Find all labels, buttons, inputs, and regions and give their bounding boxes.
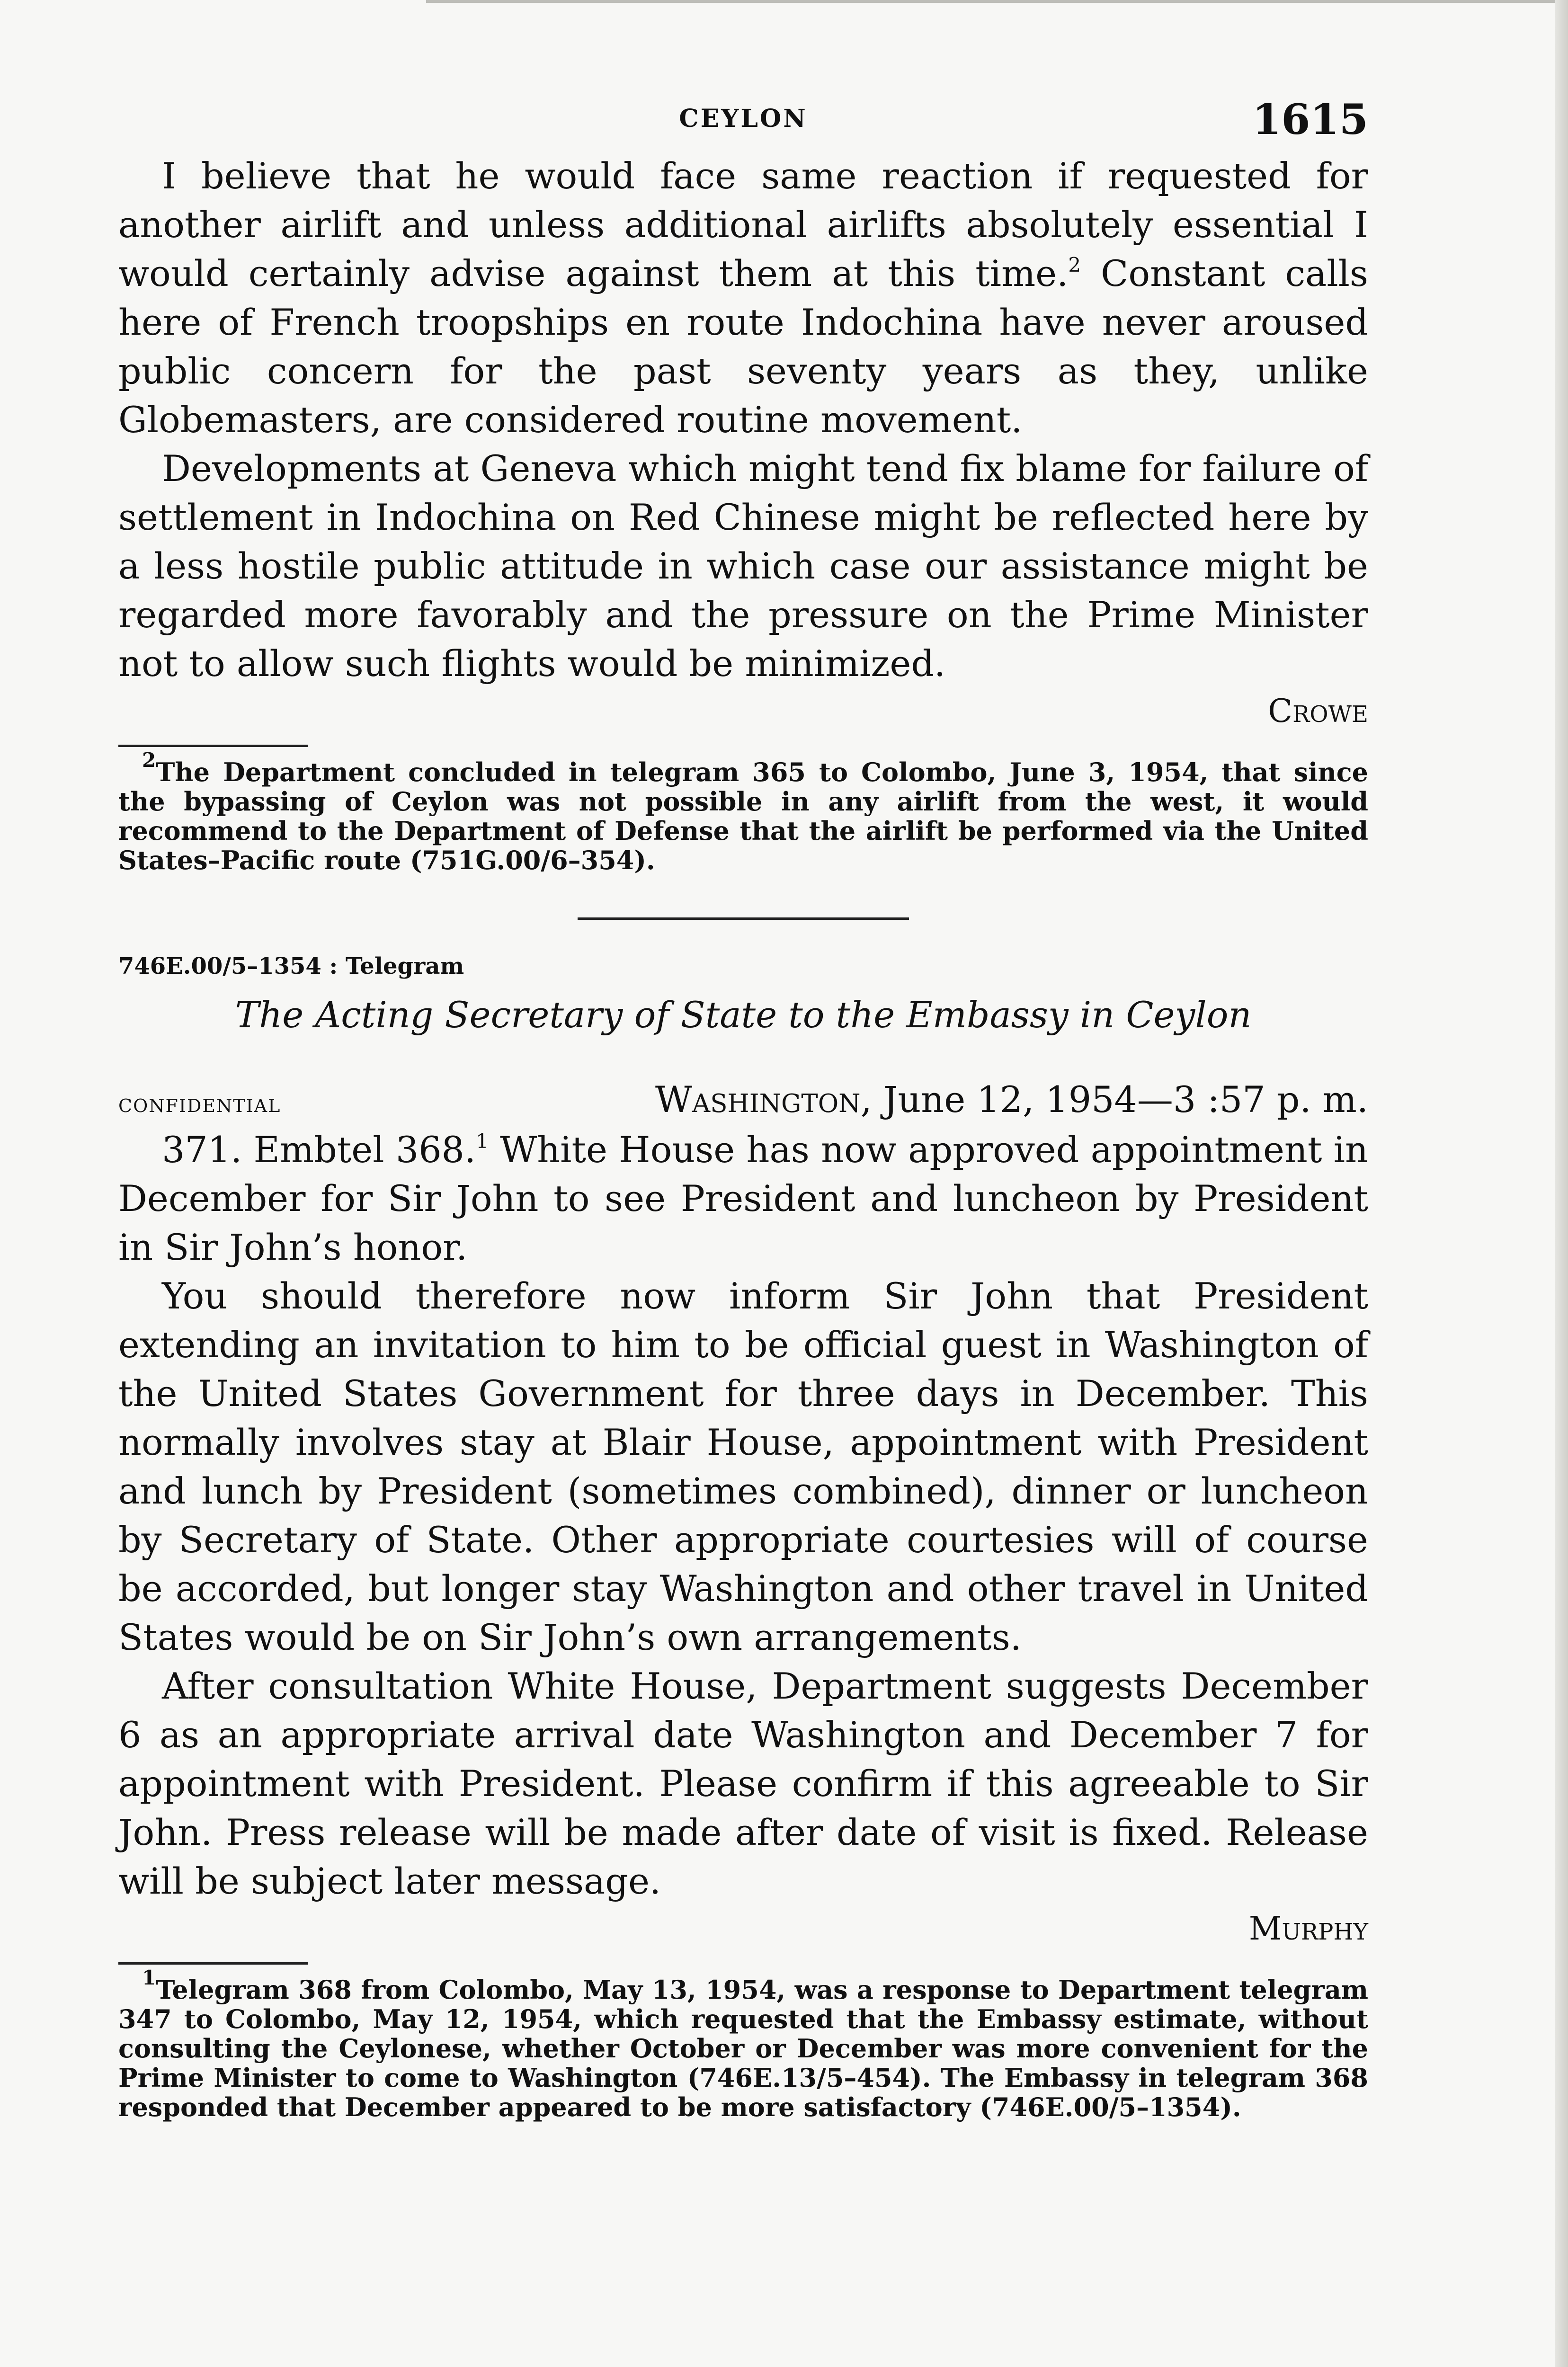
- signature-crowe: Crowe: [1268, 693, 1368, 730]
- paragraph-airlift-part2: Constant calls here of French troopships en route Indochina have never aroused public concern for the past seventy years as they, unlike Globemasters, are considered routine movement.: [118, 252, 1368, 441]
- footnote-ref-2: 2: [1068, 253, 1081, 276]
- document-divider: [578, 917, 909, 920]
- paragraph-371: [118, 1125, 1368, 1272]
- page-number: 1615: [1252, 95, 1368, 144]
- running-title: CEYLON: [679, 104, 808, 133]
- footnote-2: [118, 748, 1368, 875]
- paragraph-invitation: You should therefore now inform Sir John that President extending an invitation to him to be official guest in Washington of the United States Government for three days in December. This normally involves stay at Blair House, appointment with President and lunch by President (sometimes combined), dinner or luncheon by Secretary of State. Other appropriate courtesies will of course be accorded, but longer stay Washington and other travel in United States would be on Sir John’s own arrangements.: [118, 1275, 1368, 1658]
- paragraph-371-start: 371. Embtel 368.: [162, 1129, 476, 1171]
- footnote-rule: [118, 745, 308, 747]
- footnote-ref-1: 1: [476, 1130, 489, 1153]
- footnote-1: [118, 1966, 1368, 2122]
- paragraph-consultation: After consultation White House, Department suggests December 6 as an appropriate arrival date Washington and December 7 for appointment with President. Please confirm if this agreeable to Sir John. Press release will be made after date of visit is fixed. Release will be subject later message.: [118, 1665, 1368, 1902]
- page-content: [118, 95, 1368, 2122]
- paragraph-geneva: Developments at Geneva which might tend fix blame for failure of settlement in Indochina on Red Chinese might be reflected here by a less hostile public attitude in which case our assistance might be regarded more favorably and the pressure on the Prime Minister not to allow such flights would be minimized.: [118, 447, 1368, 685]
- footnote-2-text: The Department concluded in telegram 365 to Colombo, June 3, 1954, that since the bypassing of Ceylon was not possible in any airlift from the west, it would recommend to the Department of Defense that the airlift be performed via the United States–Pacific route (751G.00/6–354).: [118, 757, 1368, 875]
- top-edge-rule: [426, 0, 1568, 3]
- footnote-rule-2: [118, 1962, 308, 1965]
- running-head: [118, 95, 1368, 151]
- footnote-1-marker: 1: [142, 1966, 156, 1989]
- page-edge-shadow: [1555, 0, 1568, 2367]
- footnote-2-marker: 2: [142, 748, 156, 772]
- dateline-row: [118, 1078, 1368, 1121]
- dateline: [655, 1078, 1368, 1121]
- document-heading: The Acting Secretary of State to the Embassy in Ceylon: [235, 994, 1252, 1036]
- footnote-1-text: Telegram 368 from Colombo, May 13, 1954, was a response to Department telegram 347 to Colombo, May 12, 1954, which requested that the Embassy estimate, without consulting the Ceylonese, whether October or December was more convenient for the Prime Minister to come to Washington (746E.13/5–454). The Embassy in telegram 368 responded that December appeared to be more satisfactory (746E.00/5–1354).: [118, 1975, 1368, 2122]
- dateline-city: Washington: [655, 1078, 861, 1121]
- dateline-date: , June 12, 1954—3 :57 p. m.: [860, 1078, 1368, 1121]
- classification-label: confidential: [118, 1088, 281, 1118]
- paragraph-airlift-part1: I believe that he would face same reaction if requested for another airlift and unless additional airlifts absolutely essential I would certainly advise against them at this time.: [118, 155, 1368, 294]
- signature-murphy: Murphy: [1248, 1910, 1368, 1948]
- file-reference: 746E.00/5–1354 : Telegram: [118, 953, 464, 979]
- paragraph-371-rest: White House has now approved appointment in December for Sir John to see President and luncheon by President in Sir John’s honor.: [118, 1129, 1368, 1268]
- paragraph-airlift: [118, 151, 1368, 444]
